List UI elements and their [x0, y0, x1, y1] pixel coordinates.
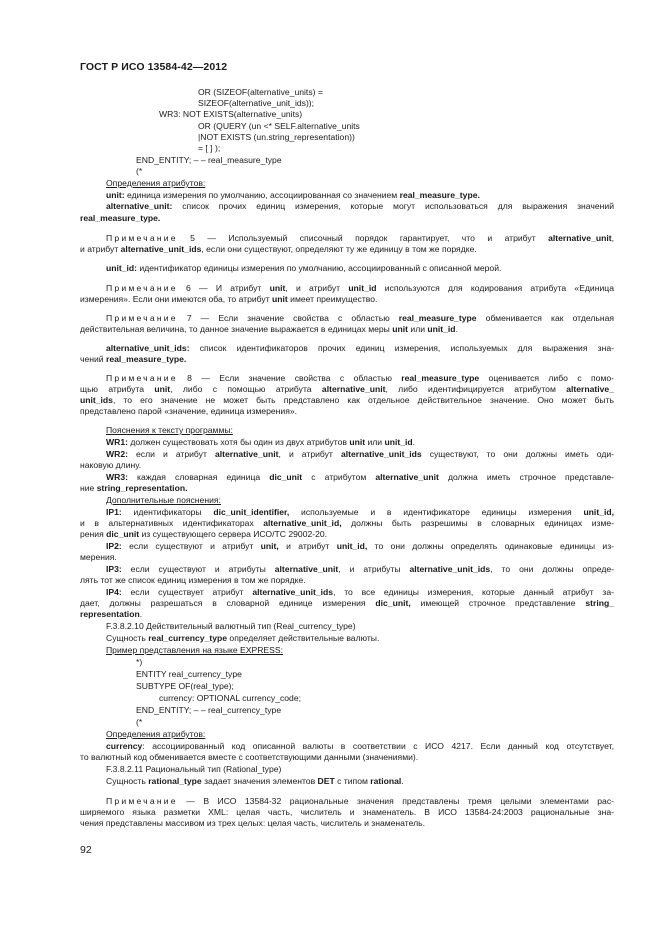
- code-line: OR (SIZEOF(alternative_units) =: [198, 87, 323, 97]
- note-6: Примечание 6 — И атрибут unit, и атрибут unit_id используются для кодирования атрибута «Единица: [106, 283, 614, 293]
- note-5: Примечание 5 — Используемый списочный порядок гарантирует, что и атрибут alternative_unit,: [106, 233, 614, 243]
- code-line: (*: [136, 166, 143, 176]
- additional-heading: Дополнительные пояснения:: [106, 495, 221, 505]
- alt-unit-definition: alternative_unit: список прочих единиц измерения, которые могут использоваться для выражения значений: [106, 201, 614, 211]
- defs-heading-2: Определения атрибутов:: [106, 729, 206, 739]
- unit-id-definition: unit_id: идентификатор единицы измерения по умолчанию, ассоциированный с описанной мерой.: [106, 263, 502, 273]
- rational-entity-desc: Сущность rational_type задает значения элементов DET с типом rational.: [106, 776, 404, 786]
- code-line: *): [136, 657, 143, 667]
- wr2: WR2: если и атрибут alternative_unit, и атрибут alternative_unit_ids существуют, то они должны иметь оди-: [106, 449, 614, 459]
- ip4: IP4: если существует атрибут alternative_unit_ids, то все единицы измерения, которые данный атрибут за-: [106, 587, 614, 597]
- ip1: IP1: идентификаторы dic_unit_identifier, используемые и в идентификаторе единицы измерения unit_id,: [106, 507, 614, 517]
- code-line: = [ ] );: [198, 143, 221, 153]
- currency-definition: currency: ассоциированный код описанной валюты в соответствии с ИСО 4217. Если данный код отсутствует,: [106, 741, 614, 751]
- ip3: IP3: если существуют и атрибуты alternative_unit, и атрибуты alternative_unit_ids, то они должны опреде-: [106, 564, 614, 574]
- ip2: IP2: если существуют и атрибут unit, и атрибут unit_id, то они должны определять одинаковые единицы из-: [106, 541, 614, 551]
- alt-unit-ids-definition: alternative_unit_ids: список идентификаторов прочих единиц измерения, используемых для выражения зна-: [106, 343, 614, 353]
- note-7: Примечание 7 — Если значение свойства с областью real_measure_type обменивается как отдельная: [106, 313, 615, 323]
- code-line: SUBTYPE OF(real_type);: [136, 681, 234, 691]
- code-line: (*: [136, 717, 143, 727]
- section-title-rational: F.3.8.2.11 Рациональный тип (Rational_type): [106, 764, 282, 774]
- section-title-currency: F.3.8.2.10 Действительный валютный тип (Real_currency_type): [106, 621, 356, 631]
- code-line: OR (QUERY (un <* SELF.alternative_units: [198, 121, 360, 131]
- code-line: WR3: NOT EXISTS(alternative_units): [159, 109, 303, 119]
- wr1: WR1: должен существовать хотя бы один из двух атрибутов unit или unit_id.: [106, 437, 416, 447]
- code-line: SIZEOF(alternative_unit_ids));: [198, 98, 315, 108]
- note-rational: Примечание — В ИСО 13584-32 рациональные значения представлены тремя целыми элементами рас-: [106, 796, 614, 806]
- code-line: END_ENTITY; – – real_currency_type: [136, 705, 282, 715]
- express-example-heading: Пример представления на языке EXPRESS:: [106, 645, 284, 655]
- explanations-heading: Пояснения к тексту программы:: [106, 425, 233, 435]
- code-line: currency: OPTIONAL currency_code;: [159, 693, 302, 703]
- note-8: Примечание 8 — Если значение свойства с областью real_measure_type оценивается либо с помо-: [106, 373, 614, 383]
- page-number: 92: [80, 844, 92, 856]
- defs-heading: Определения атрибутов:: [106, 178, 206, 188]
- document-page: ГОСТ Р ИСО 13584-42—2012 OR (SIZEOF(alternative_units) = SIZEOF(alternative_unit_ids)); WR3: NOT EXISTS(alternative_units) OR (QUERY (un <* SELF.alternative_units |NOT EXISTS (un.string_representation)) = [ ] ); END_ENTITY; – – real_measure_type (* Определения атрибутов: unit: единица измерения по умолчанию, ассоциированная со значением real_measure_type. alternative_unit: список прочих единиц измерения, которые могут использоваться для выражения значений real_measure_type. Примечание 5 — Используемый списочный порядок гарантирует, что и атрибут alternative_unit, и атрибут alternative_unit_ids, если они существуют, определяют ту же единицу в том же порядке. unit_id: идентификатор единицы измерения по умолчанию, ассоциированный с описанной мерой. Примечание 6 — И атрибут unit, и атрибут unit_id используются для кодирования атрибута «Единица измерения». Если они имеются оба, то атрибут unit имеет преимущество. Примечание 7 — Если значение свойства с областью real_measure_type обменивается как отдельная действительная величина, то данное значение выражается в единицах меры unit или unit_id. alternative_unit_ids: список идентификаторов прочих единиц измерения, используемых для выражения зна- чений real_measure_type. Примечание 8 — Если значение свойства с областью real_measure_type оценивается либо с помо- щью атрибута unit, либо с помощью атрибута alternative_unit, либо идентифицируется атрибутом alternative_ unit_ids, то его значение не может быть представлено как отдельное действительное значение. Оно может быть представлено парой «значение, единица измерения». Пояснения к тексту программы: WR1: должен существовать хотя бы один из двух атрибутов unit или unit_id. WR2: если и атрибут alternative_unit, и атрибут alternative_unit_ids существуют, то они должны иметь оди- наковую длину. WR3: каждая словарная единица dic_unit с атрибутом alternative_unit должна иметь строчное представле- ние string_representation. Дополнительные пояснения: IP1: идентификаторы dic_unit_identifier, используемые и в идентификаторе единицы измерения unit_id, и в альтернативных идентификаторах alternative_unit_id, должны быть разрешимы в словарных единицах изме- рения dic_unit из существующего сервера ИСО/ТС 29002-20. IP2: если существуют и атрибут unit, и атрибут unit_id, то они должны определять одинаковые единицы из- мерения. IP3: если существуют и атрибуты alternative_unit, и атрибуты alternative_unit_ids, то они должны опреде- лять тот же список единиц измерения в том же порядке. IP4: если существует атрибут alternative_unit_ids, то все единицы измерения, которые данный атрибут за- дает, должны разрешаться в словарной единице измерения dic_unit, имеющей строчное представление string_ representation. F.3.8.2.10 Действительный валютный тип (Real_currency_type) Сущность real_currency_type определяет действительные валюты. Пример представления на языке EXPRESS: *) ENTITY real_currency_type SUBTYPE OF(real_type); currency: OPTIONAL currency_code; END_ENTITY; – – real_currency_type (* Определения атрибутов: currency: ассоциированный код описанной валюты в соответствии с ИСО 4217. Если данный код отсутствует, то валютный код обменивается вместе с соответствующими данными (значениями). F.3.8.2.11 Рациональный тип (Rational_type) Сущность rational_type задает значения элементов DET с типом rational. Примечание — В ИСО 13584-32 рациональные значения представлены тремя целыми элементами рас- ширяемого языка разметки XML: целая часть, числитель и знаменатель. В ИСО 13584-24:2003 рациональные зна- чения представлены массивом из трех целых: целая часть, числитель и знаменатель. 92: [80, 61, 615, 856]
- currency-entity-desc: Сущность real_currency_type определяет действительные валюты.: [106, 633, 380, 643]
- unit-definition: unit: единица измерения по умолчанию, ассоциированная со значением real_measure_type.: [106, 190, 480, 200]
- document-header: ГОСТ Р ИСО 13584-42—2012: [80, 61, 228, 73]
- code-line: |NOT EXISTS (un.string_representation)): [198, 132, 355, 142]
- code-line: ENTITY real_currency_type: [136, 669, 242, 679]
- code-line: END_ENTITY; – – real_measure_type: [136, 155, 282, 165]
- wr3: WR3: каждая словарная единица dic_unit с атрибутом alternative_unit должна иметь строчное представле-: [106, 472, 615, 482]
